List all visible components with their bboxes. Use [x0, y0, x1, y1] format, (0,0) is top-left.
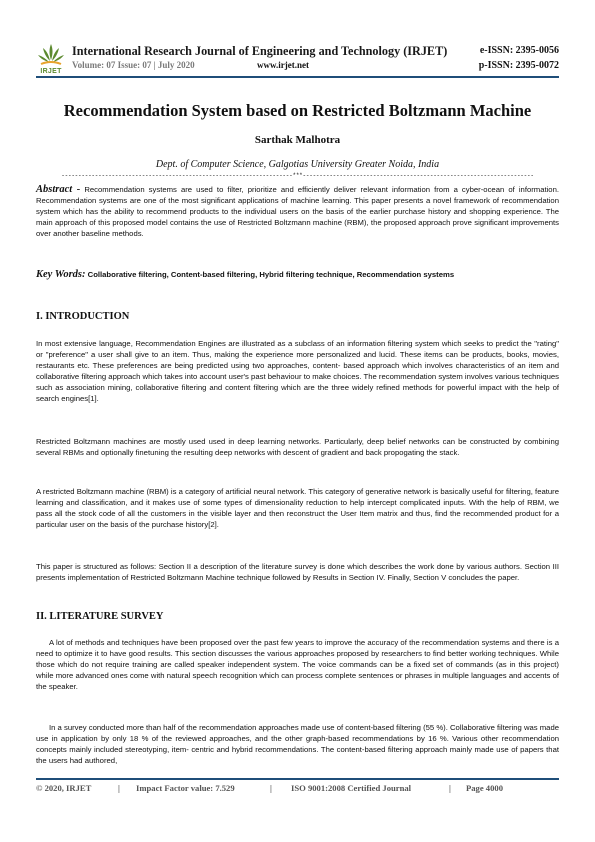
keywords-text: Collaborative filtering, Content-based filtering, Hybrid filtering technique, Recommendation systems: [87, 270, 455, 279]
keywords: Key Words: Collaborative filtering, Content-based filtering, Hybrid filtering technique, Recommendation systems: [36, 269, 455, 280]
footer-rule: [36, 778, 559, 780]
literature-paragraph: A lot of methods and techniques have been proposed over the past few years to improve the accuracy of the recommendation systems and there is a need to optimize it to have good results. This section discusses the various approaches proposed by researchers to find better working techniques. While those which do not require training are called speaker independent system. The voice commands can be a fixed set of commands (as in this project) while more advanced ones come with natural speech recognition which can process complete sentences or phrases in multiple languages and accents of the speaker.: [36, 638, 559, 692]
intro-paragraph: Restricted Boltzmann machines are mostly used used in deep learning networks. Particularly, deep belief networks can be constructed by combining several RBMs and optionally finetuning the resulting deep networks with descent of gradient and back propogating the stack.: [36, 437, 559, 458]
footer-separator: |: [449, 783, 451, 793]
footer-iso: ISO 9001:2008 Certified Journal: [291, 783, 412, 793]
paper-title: Recommendation System based on Restricted Boltzmann Machine: [63, 101, 532, 120]
journal-website-link[interactable]: www.irjet.net: [257, 60, 309, 70]
keywords-label: Key Words: [36, 269, 82, 280]
volume-issue: Volume: 07 Issue: 07 | July 2020: [72, 60, 195, 70]
footer-page-number: Page 4000: [466, 783, 503, 793]
abstract-label: Abstract -: [36, 184, 81, 195]
section-heading-introduction: I. INTRODUCTION: [36, 311, 130, 322]
section-heading-literature-survey: II. LITERATURE SURVEY: [36, 611, 164, 622]
p-issn: p-ISSN: 2395-0072: [478, 60, 559, 71]
intro-paragraph: This paper is structured as follows: Section II a description of the literature survey is done which describes the work done by various authors. Section III presents implementation of Restricted Boltzmann Machine technique followed by Results in Section IV. Finally, Section V concludes the paper.: [36, 562, 559, 583]
author-affiliation: Dept. of Computer Science, Galgotias University Greater Noida, India: [155, 159, 440, 170]
footer-copyright: © 2020, IRJET: [36, 783, 92, 793]
journal-logo: [36, 40, 66, 80]
literature-paragraph: In a survey conducted more than half of the recommendation approaches made use of content-based filtering (55 %). Collaborative filtering was made use in application by only 18 % of the reviewed approaches, and the other graph-based recommendations by 16 %. Various other recommendation concepts mainly included stereotyping, item- centric and hybrid recommendations. The content-based filtering approach mainly made use of papers that the users had authored,: [36, 723, 559, 766]
footer-separator: |: [118, 783, 120, 793]
e-issn: e-ISSN: 2395-0056: [479, 45, 559, 56]
footer-impact-factor: Impact Factor value: 7.529: [136, 783, 235, 793]
footer-separator: |: [270, 783, 272, 793]
logo-text: IRJET: [40, 68, 62, 75]
abstract-text: Recommendation systems are used to filter, prioritize and efficiently deliver relevant information from a cyber-ocean of information. Recommendation systems are one of the most significant applications of machine learning. This paper presents a novel framework of recommendation system which has the ability to recommend products to the individual users on the basis of the earlier purchase history and shopping experience. The main approach of this proposed model contains the use of Restricted Boltzmann machine (RBM), the proposed approach prove significant improvements over another baseline methods.: [36, 185, 559, 239]
header-rule: [36, 76, 559, 78]
journal-title: International Research Journal of Engineering and Technology (IRJET): [72, 44, 448, 58]
author-name: Sarthak Malhotra: [254, 134, 341, 146]
intro-paragraph: In most extensive language, Recommendation Engines are illustrated as a subclass of an information filtering system which seeks to predict the "rating" or "preference" a user shall give to an item. Thus, making the experience more personalized and lucid. These items can be products, books, movies, restaurants etc. These preferences are being predicted using two approaches, content- based approach which involves characteristics of an item and collaborative filtering approach which takes into account user's past behaviour to make choices. The recommendation system involves various techniques such as association mining, collaborative filtering and content filtering which are the three widely refined methods for powerful impact with the help of search engines[1].: [36, 339, 559, 404]
separator-line: ---------------------------------------------------------------------***---------------------------------------------------------------------: [61, 172, 534, 179]
intro-paragraph: A restricted Boltzmann machine (RBM) is a category of artificial neural network. This category of generative network is basically useful for filtering, feature learning and classification, and it makes use of some types of dimensionality reduction to help intercept complicated inputs. With the help of RBM, we pass all the stock code of all the customers in the visible layer and then reconstruct the User Item matrix and thus, find the recommended product for a particular user on the basis of the purchase history[2].: [36, 487, 559, 530]
abstract: [36, 184, 559, 239]
